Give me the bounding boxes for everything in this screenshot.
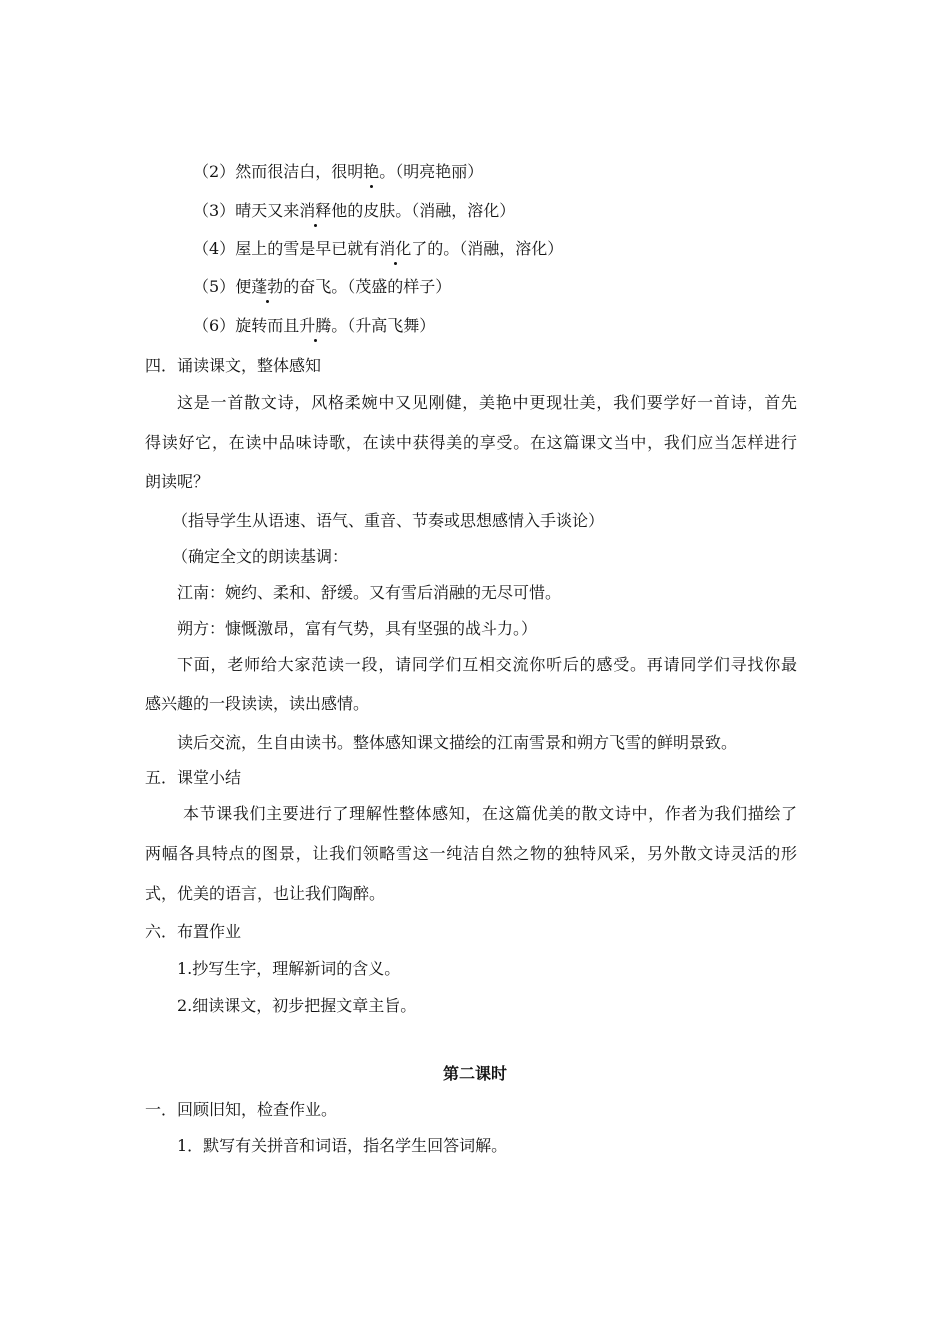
vocab-item	[193, 315, 435, 337]
vocab-text: 屋上的雪是早已就有	[235, 239, 380, 258]
section-heading: 一．回顾旧知，检查作业。	[145, 1100, 338, 1119]
list-item: 2.细读课文，初步把握文章主旨。	[177, 996, 417, 1015]
paragraph-line: 这是一首散文诗，风格柔婉中又见刚健，美艳中更现壮美，我们要学好一首诗，首先	[177, 393, 797, 412]
paragraph-line: （确定全文的朗读基调：	[172, 547, 349, 566]
vocab-text: 便	[235, 277, 252, 296]
paragraph-line: 读后交流，生自由读书。整体感知课文描绘的江南雪景和朔方飞雪的鲜明景致。	[177, 733, 738, 752]
vocab-number: （5）	[193, 277, 236, 296]
vocab-text: 。（升高飞舞）	[331, 316, 436, 335]
vocab-text: 然而很洁白，很明	[235, 162, 364, 181]
paragraph-line: 江南：婉约、柔和、舒缓。又有雪后消融的无尽可惜。	[177, 583, 562, 602]
vocab-item	[193, 161, 483, 183]
vocab-number: （3）	[193, 201, 236, 220]
list-item: 1．默写有关拼音和词语，指名学生回答词解。	[177, 1136, 508, 1155]
vocab-item	[193, 238, 563, 260]
vocab-text: 。（明亮艳丽）	[379, 162, 484, 181]
paragraph-line: 本节课我们主要进行了理解性整体感知，在这篇优美的散文诗中，作者为我们描绘了	[183, 804, 797, 823]
paragraph-line: 得读好它，在读中品味诗歌，在读中获得美的享受。在这篇课文当中，我们应当怎样进行	[145, 433, 797, 452]
paragraph-line: （指导学生从语速、语气、重音、节奏或思想感情入手谈论）	[172, 511, 605, 530]
vocab-item	[193, 200, 515, 222]
section-heading: 四．诵读课文，整体感知	[145, 356, 322, 375]
paragraph-line: 朗读呢？	[145, 472, 210, 491]
vocab-dotted-word: 艳	[363, 162, 380, 181]
vocab-dotted-word: 消释	[299, 201, 332, 220]
paragraph-line: 下面，老师给大家范读一段，请同学们互相交流你听后的感受。再请同学们寻找你最	[177, 655, 797, 674]
vocab-text: 晴天又来	[235, 201, 300, 220]
vocab-text: 旋转而且	[235, 316, 300, 335]
section-heading: 五．课堂小结	[145, 768, 242, 787]
vocab-text: 了的。（消融，溶化）	[411, 239, 564, 258]
paragraph-line: 两幅各具特点的图景，让我们领略雪这一纯洁自然之物的独特风采，另外散文诗灵活的形	[145, 844, 797, 863]
vocab-dotted-word: 蓬勃	[251, 277, 284, 296]
paragraph-line: 感兴趣的一段读读，读出感情。	[145, 694, 370, 713]
section-heading: 六．布置作业	[145, 922, 242, 941]
list-item: 1.抄写生字，理解新词的含义。	[177, 959, 401, 978]
vocab-text: 他的皮肤。（消融，溶化）	[331, 201, 516, 220]
vocab-dotted-word: 消化	[379, 239, 412, 258]
paragraph-line: 朔方：慷慨激昂，富有气势，具有坚强的战斗力。）	[177, 619, 538, 638]
vocab-number: （4）	[193, 239, 236, 258]
vocab-text: 的奋飞。（茂盛的样子）	[283, 277, 452, 296]
paragraph-line: 式，优美的语言，也让我们陶醉。	[145, 884, 386, 903]
lesson-title: 第二课时	[442, 1064, 507, 1083]
vocab-number: （6）	[193, 316, 236, 335]
vocab-item	[193, 276, 451, 298]
vocab-number: （2）	[193, 162, 236, 181]
vocab-dotted-word: 升腾	[299, 316, 332, 335]
